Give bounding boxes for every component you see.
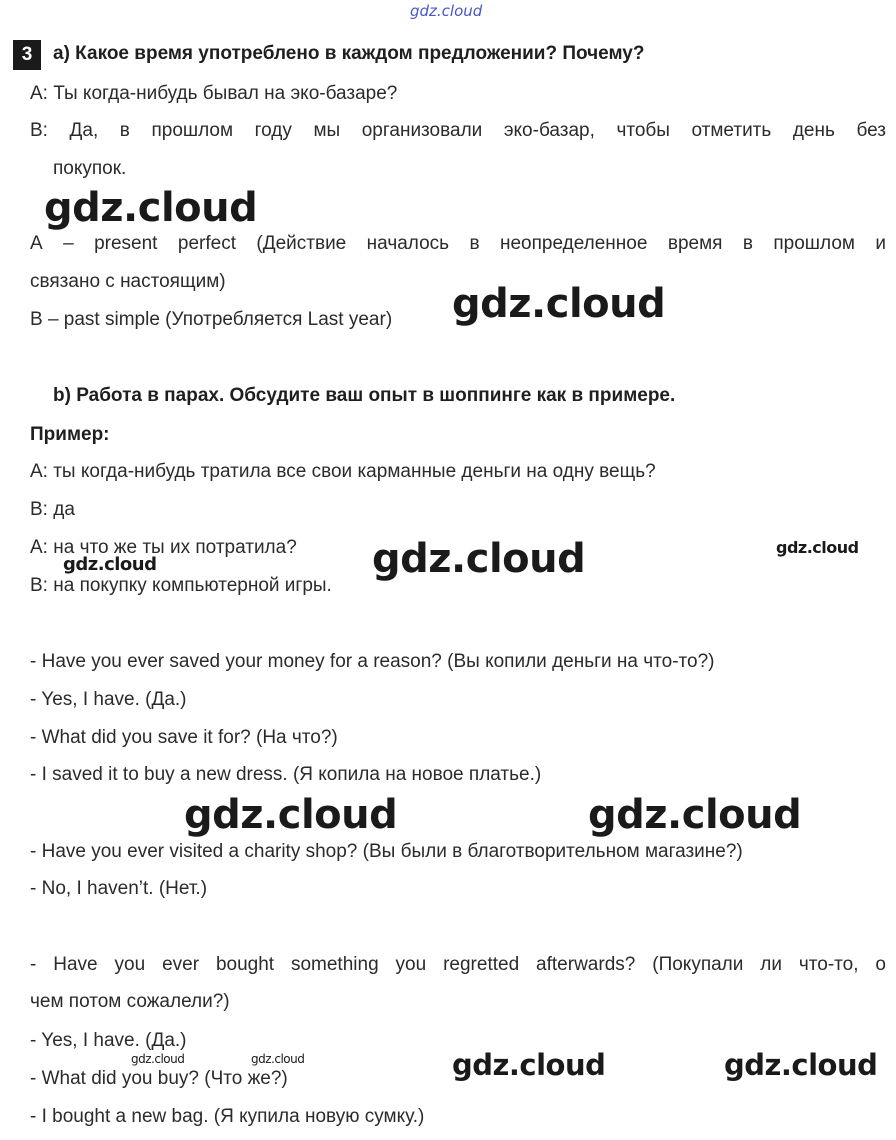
dialogue-line: - No, I haven’t. (Нет.) xyxy=(30,878,208,899)
part-a-line-b-2: покупок. xyxy=(53,158,127,179)
dialogue-line: - I bought a new bag. (Я купила новую сумку.) xyxy=(30,1106,425,1127)
watermark: gdz.cloud xyxy=(452,1048,606,1082)
example-line: В: на покупку компьютерной игры. xyxy=(30,575,332,596)
dialogue-line: - Have you ever bought something you regretted afterwards? (Покупали ли что-то, о xyxy=(30,954,886,975)
dialogue-line: чем потом сожалели?) xyxy=(30,991,230,1012)
task-number-badge: 3 xyxy=(13,40,41,70)
dialogue-line: - Have you ever saved your money for a reason? (Вы копили деньги на что-то?) xyxy=(30,651,715,672)
example-label: Пример: xyxy=(30,424,110,445)
watermark: gdz.cloud xyxy=(452,281,666,327)
example-line: А: ты когда-нибудь тратила все свои карманные деньги на одну вещь? xyxy=(30,461,656,482)
watermark: gdz.cloud xyxy=(372,536,586,582)
watermark: gdz.cloud xyxy=(44,185,258,231)
part-a-answer-a-1: А – present perfect (Действие началось в неопределенное время в прошлом и xyxy=(30,233,886,254)
dialogue-line: - What did you buy? (Что же?) xyxy=(30,1068,288,1089)
dialogue-line: - What did you save it for? (На что?) xyxy=(30,727,338,748)
part-a-line-b-1: В: Да, в прошлом году мы организовали эко-базар, чтобы отметить день без xyxy=(30,120,886,141)
part-a-question: а) Какое время употреблено в каждом предложении? Почему? xyxy=(53,43,645,64)
watermark: gdz.cloud xyxy=(251,1052,305,1066)
example-line: В: да xyxy=(30,499,75,520)
watermark: gdz.cloud xyxy=(588,792,802,838)
dialogue-line: - Yes, I have. (Да.) xyxy=(30,689,187,710)
part-a-answer-a-2: связано с настоящим) xyxy=(30,271,226,292)
part-a-line-a: А: Ты когда-нибудь бывал на эко-базаре? xyxy=(30,83,398,104)
example-line: А: на что же ты их потратила? xyxy=(30,537,297,558)
watermark: gdz.cloud xyxy=(776,538,859,557)
watermark: gdz.cloud xyxy=(131,1052,185,1066)
dialogue-line: - Yes, I have. (Да.) xyxy=(30,1030,187,1051)
watermark-top: gdz.cloud xyxy=(410,2,483,20)
watermark: gdz.cloud xyxy=(724,1048,878,1082)
part-b-question: b) Работа в парах. Обсудите ваш опыт в шоппинге как в примере. xyxy=(53,385,676,406)
dialogue-line: - I saved it to buy a new dress. (Я копила на новое платье.) xyxy=(30,764,542,785)
dialogue-line: - Have you ever visited a charity shop? (Вы были в благотворительном магазине?) xyxy=(30,841,743,862)
watermark: gdz.cloud xyxy=(63,554,157,575)
part-a-answer-b: В – past simple (Употребляется Last year) xyxy=(30,309,393,330)
watermark: gdz.cloud xyxy=(184,792,398,838)
